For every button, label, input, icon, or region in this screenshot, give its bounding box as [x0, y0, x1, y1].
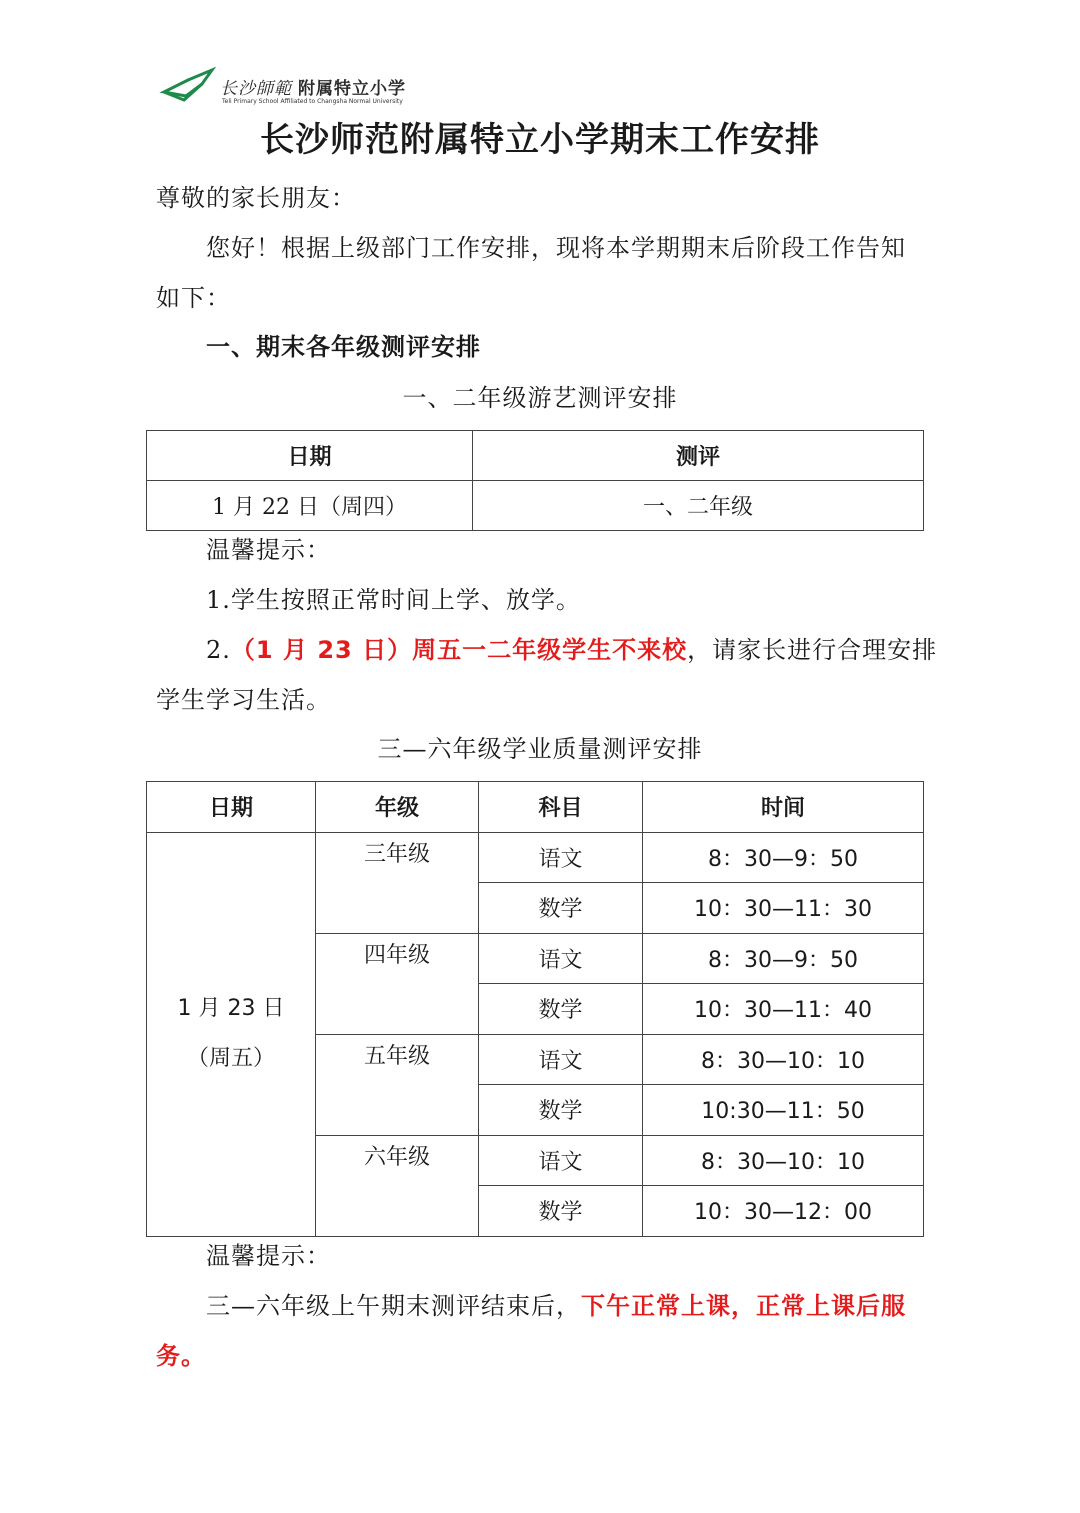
- time-cell: 8：30—9：50: [643, 933, 924, 984]
- section-heading: 一、期末各年级测评安排: [206, 333, 481, 361]
- time-cell: 8：30—10：10: [643, 1034, 924, 1085]
- tips1-item-2-line-2: 学生学习生活。: [156, 686, 331, 714]
- table-row: [147, 832, 924, 883]
- logo-school-name: 附属特立小学: [298, 79, 406, 99]
- logo-english-name: Teli Primary School Affiliated to Changsha Normal University: [222, 98, 403, 105]
- tips2-line-1-prefix: 三—六年级上午期末测评结束后，: [206, 1292, 581, 1320]
- greeting: 尊敬的家长朋友：: [156, 184, 356, 212]
- tips1-item-2-highlight: （1 月 23 日）周五一二年级学生不来校: [230, 636, 688, 664]
- time-cell: 10：30—11：40: [643, 984, 924, 1035]
- table2-header-date: 日期: [147, 782, 316, 833]
- subject-cell: 数学: [479, 1085, 643, 1136]
- school-logo: [158, 60, 428, 116]
- table2-date-line-2: （周五）: [186, 1046, 275, 1071]
- subject-cell: 数学: [479, 1186, 643, 1237]
- tips1-item-2-suffix: ，请家长进行合理安排: [687, 636, 938, 664]
- subject-cell: 数学: [479, 984, 643, 1035]
- subject-cell: 语文: [479, 832, 643, 883]
- time-cell: 10:30—11：50: [643, 1085, 924, 1136]
- table1-header-assessment: 测评: [473, 431, 924, 481]
- tips2-line-1-highlight: 下午正常上课，正常上课后服: [581, 1292, 906, 1320]
- tips1-heading: 温馨提示：: [206, 536, 331, 564]
- intro-line-2: 如下：: [156, 284, 231, 312]
- table-row: [147, 481, 924, 531]
- table1-date-cell: 1 月 22 日（周四）: [147, 481, 473, 531]
- page-title: 长沙师范附属特立小学期末工作安排: [260, 120, 820, 160]
- subject-cell: 数学: [479, 883, 643, 934]
- grade-cell: 六年级: [316, 1135, 479, 1236]
- time-cell: 8：30—10：10: [643, 1135, 924, 1186]
- table2-caption: 三—六年级学业质量测评安排: [377, 735, 703, 763]
- grade-3-6-schedule-table: [146, 781, 924, 1237]
- table1-header-date: 日期: [147, 431, 473, 481]
- time-cell: 10：30—12：00: [643, 1186, 924, 1237]
- table1-grade-cell: 一、二年级: [473, 481, 924, 531]
- time-cell: 8：30—9：50: [643, 832, 924, 883]
- table1-caption: 一、二年级游艺测评安排: [402, 384, 678, 412]
- grade-cell: 五年级: [316, 1034, 479, 1135]
- table2-header-grade: 年级: [316, 782, 479, 833]
- table2-date-cell: [147, 832, 316, 1236]
- intro-line-1: 您好！根据上级部门工作安排，现将本学期期末后阶段工作告知: [206, 234, 906, 262]
- time-cell: 10：30—11：30: [643, 883, 924, 934]
- tips2-line-1: [206, 1291, 906, 1321]
- tips1-item-2: [206, 635, 937, 665]
- subject-cell: 语文: [479, 933, 643, 984]
- grade-cell: 三年级: [316, 832, 479, 933]
- logo-school-script: 长沙師範: [220, 79, 292, 99]
- table2-header-time: 时间: [643, 782, 924, 833]
- subject-cell: 语文: [479, 1034, 643, 1085]
- grade-cell: 四年级: [316, 933, 479, 1034]
- tips1-item-2-prefix: 2.: [206, 636, 231, 664]
- tips2-heading: 温馨提示：: [206, 1242, 331, 1270]
- tips2-line-2: 务。: [156, 1342, 206, 1370]
- book-logo-icon: [158, 66, 218, 106]
- grade-1-2-schedule-table: [146, 430, 924, 531]
- table2-header-subject: 科目: [479, 782, 643, 833]
- table2-date-line-1: 1 月 23 日: [177, 996, 285, 1021]
- tips1-item-1: 1.学生按照正常时间上学、放学。: [206, 586, 581, 614]
- subject-cell: 语文: [479, 1135, 643, 1186]
